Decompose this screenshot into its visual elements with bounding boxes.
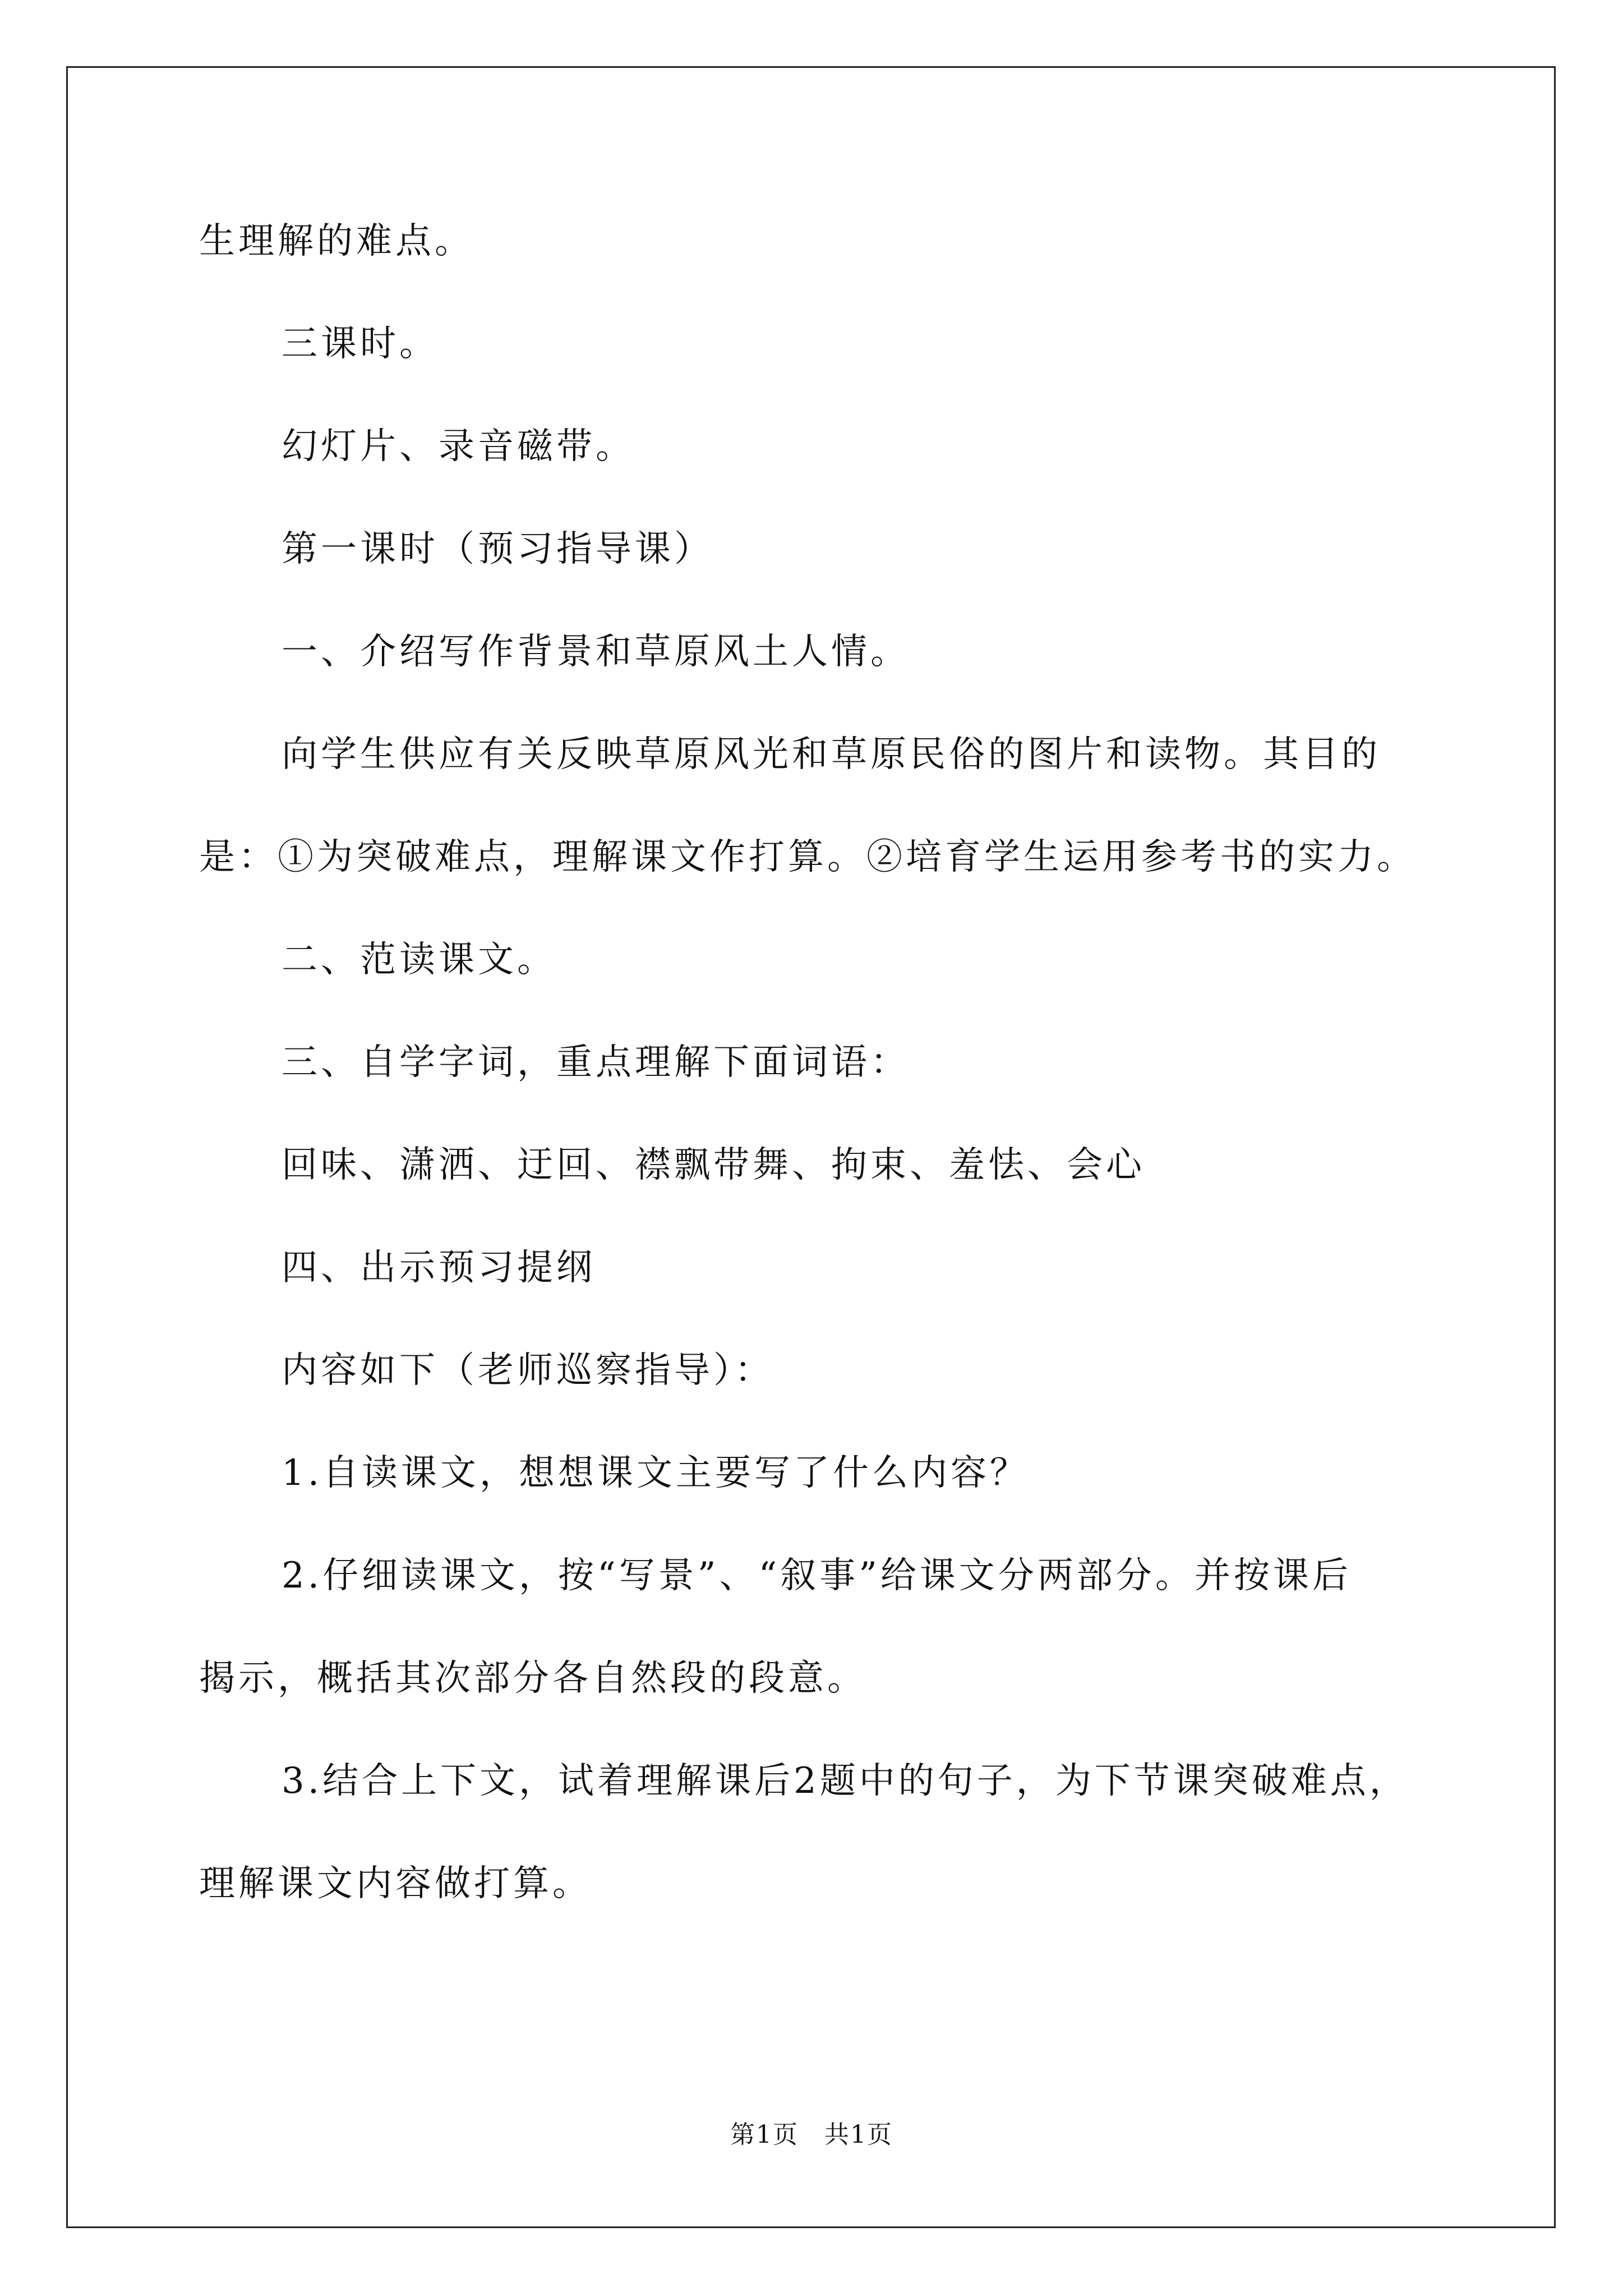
text-line: 是：①为突破难点，理解课文作打算。②培育学生运用参考书的实力。 <box>199 836 1416 878</box>
page-number-footer: 第1页 共1页 <box>730 2120 893 2149</box>
text-line: 第一课时（预习指导课） <box>282 528 713 570</box>
text-line: 三课时。 <box>282 323 439 365</box>
text-line: 理解课文内容做打算。 <box>199 1863 592 1904</box>
text-line: 揭示，概括其次部分各自然段的段意。 <box>199 1658 866 1699</box>
text-line: 二、范读课文。 <box>282 939 556 981</box>
text-line: 生理解的难点。 <box>199 220 474 262</box>
text-line: 三、自学字词，重点理解下面词语： <box>282 1042 910 1083</box>
text-line: 回味、潇洒、迂回、襟飘带舞、拘束、羞怯、会心 <box>282 1144 1145 1186</box>
text-line: 一、介绍写作背景和草原风土人情。 <box>282 631 910 673</box>
text-line: 2.仔细读课文，按“写景”、“叙事”给课文分两部分。并按课后 <box>282 1555 1352 1596</box>
text-line: 内容如下（老师巡察指导）： <box>282 1350 774 1391</box>
text-line: 向学生供应有关反映草原风光和草原民俗的图片和读物。其目的 <box>282 734 1381 775</box>
text-line: 3.结合上下文，试着理解课后2题中的句子，为下节课突破难点， <box>282 1760 1409 1802</box>
text-line: 1.自读课文，想想课文主要写了什么内容？ <box>282 1452 1030 1494</box>
text-line: 四、出示预习提纲 <box>282 1247 596 1289</box>
text-line: 幻灯片、录音磁带。 <box>282 426 635 467</box>
